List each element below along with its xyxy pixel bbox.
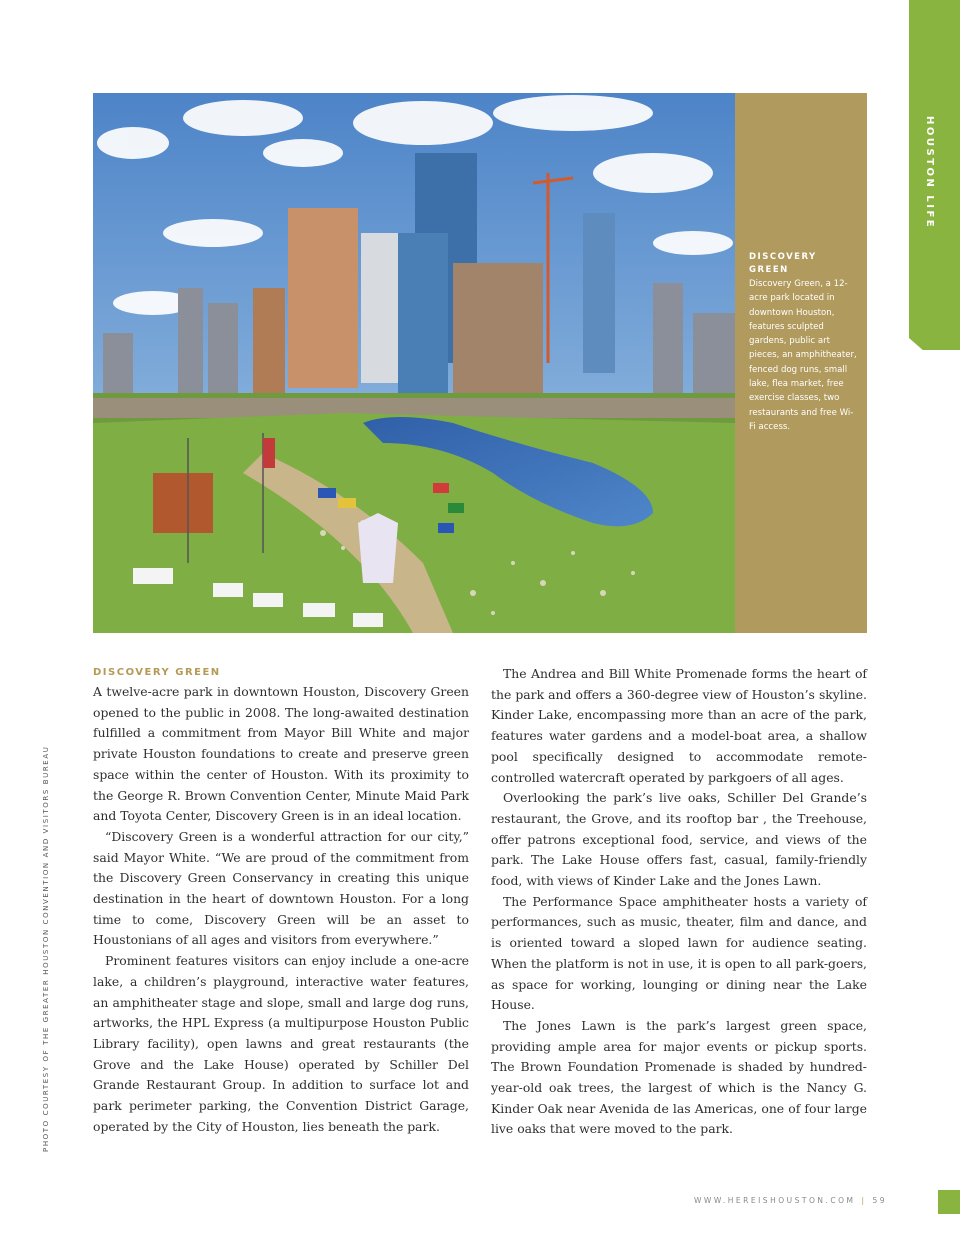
caption-title: DISCOVERY GREEN: [749, 252, 817, 275]
article-paragraph: A twelve-acre park in downtown Houston, Discovery Green opened to the public in 2008. The long-awaited destination fulfilled a commitment from Mayor Bill White and major private Houston foundations to create and preserve green space within the center of Houston. With its proximity to the George R. Brown Convention Center, Minute Maid Park and Toyota Center, Discovery Green is in an ideal location.: [93, 684, 469, 824]
section-tab-notch: [909, 338, 925, 352]
park-aerial-photo: [93, 93, 735, 633]
article-paragraph: Overlooking the park’s live oaks, Schiller Del Grande’s restaurant, the Grove, and its rooftop bar , the Treehouse, offer patrons exceptional food, service, and views of the park. The Lake House offers fast, casual, family-friendly food, with views of Kinder Lake and the Jones Lawn.: [491, 790, 867, 889]
article-paragraph: The Andrea and Bill White Promenade forms the heart of the park and offers a 360-degree view of Houston’s skyline. Kinder Lake, encompassing more than an acre of the park, features water gardens and a model-boat area, a shallow pool specifically designed to accommodate remote-controlled watercraft operated by parkgoers of all ages.: [491, 666, 867, 785]
caption-text: Discovery Green, a 12-acre park located in downtown Houston, features sculpted gardens, public art pieces, an amphitheater, fenced dog runs, small lake, flea market, free exercise classes, two restaurants and free Wi-Fi access.: [749, 279, 857, 432]
article-column-left: [93, 664, 469, 1137]
photo-caption-panel: [735, 93, 867, 633]
article-paragraph: “Discovery Green is a wonderful attraction for our city,” said Mayor White. “We are proud of the commitment from the Discovery Green Conservancy in creating this unique destination in the heart of downtown Houston. For a long time to come, Discovery Green will be an asset to Houstonians of all ages and visitors from everywhere.”: [93, 828, 469, 948]
article-paragraph: Prominent features visitors can enjoy include a one-acre lake, a children’s playground, interactive water features, an amphitheater stage and slope, small and large dog runs, artworks, the HPL Express (a multipurpose Houston Public Library facility), open lawns and great restaurants (the Grove and the Lake House) operated by Schiller Del Grande Restaurant Group. In addition to surface lot and park perimeter parking, the Convention District Garage, operated by the City of Houston, lies beneath the park.: [93, 953, 469, 1134]
footer-separator: |: [861, 1196, 867, 1205]
footer-url: WWW.HEREISHOUSTON.COM: [694, 1196, 856, 1205]
article-heading: DISCOVERY GREEN: [93, 667, 221, 678]
article-paragraph: The Performance Space amphitheater hosts a variety of performances, such as music, theater, film and dance, and is oriented toward a sloped lawn for audience seating. When the platform is not in use, it is open to all park-goers, as space for working, lounging or dining near the Lake House.: [491, 893, 867, 1013]
photo-credit: PHOTO COURTESY OF THE GREATER HOUSTON CONVENTION AND VISITORS BUREAU: [42, 745, 50, 1152]
article-column-right: [491, 664, 867, 1140]
page-number: 59: [872, 1196, 888, 1205]
section-tab-label: HOUSTON LIFE: [924, 116, 935, 230]
corner-tab: [938, 1190, 960, 1214]
article-paragraph: The Jones Lawn is the park’s largest green space, providing ample area for major events or pickup sports. The Brown Foundation Promenade is shaded by hundred-year-old oak trees, the largest of which is the Nancy G. Kinder Oak near Avenida de las Americas, one of four large live oaks that were moved to the park.: [491, 1017, 867, 1137]
page-footer: [694, 1196, 887, 1205]
